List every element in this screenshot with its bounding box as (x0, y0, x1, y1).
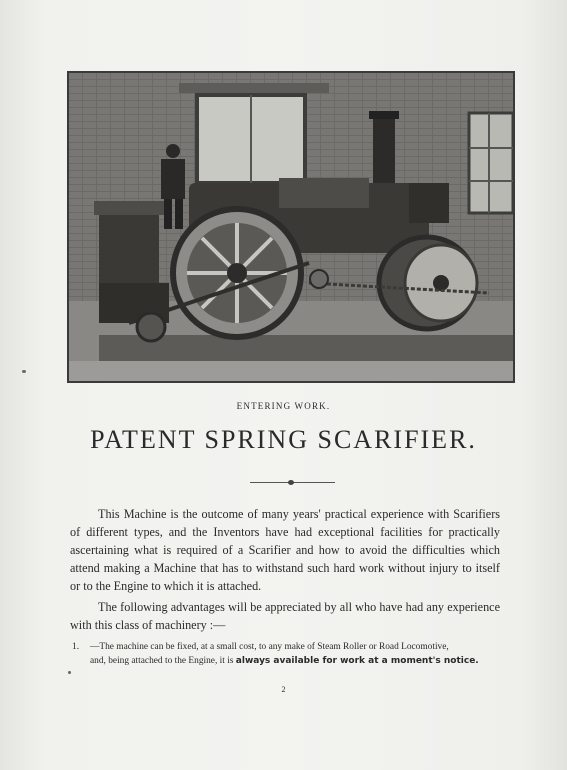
intro-paragraph: This Machine is the outcome of many years' practical experience with Scarifiers of different types, and the Inventors have had exceptional facilities for practically ascertaining what is required of a Scarifier and how to avoid the difficulties which attend making a Machine that has to withstand such hard work without injury to itself or to the Engine to which it is attached. (70, 507, 500, 593)
advantage-item-1 (72, 640, 502, 668)
page-number: 2 (281, 685, 286, 694)
advantages-intro-paragraph: The following advantages will be appreciated by all who have had any experience with this class of machinery :— (70, 600, 500, 632)
page-title: PATENT SPRING SCARIFIER. (90, 425, 477, 454)
paper-speck (68, 671, 71, 674)
paper-speck (22, 370, 26, 373)
item-text-a: —The machine can be fixed, at a small cost, to any make of Steam Roller or Road Locomotive, (90, 642, 449, 652)
item-text-b: and, being attached to the Engine, it is (90, 656, 234, 666)
steam-roller-photo (67, 71, 515, 383)
item-text-bold: always available for work at a moment's notice. (235, 656, 479, 666)
divider-ornament (288, 480, 294, 485)
photo-caption: ENTERING WORK. (236, 401, 331, 411)
item-number: 1. (72, 642, 80, 652)
